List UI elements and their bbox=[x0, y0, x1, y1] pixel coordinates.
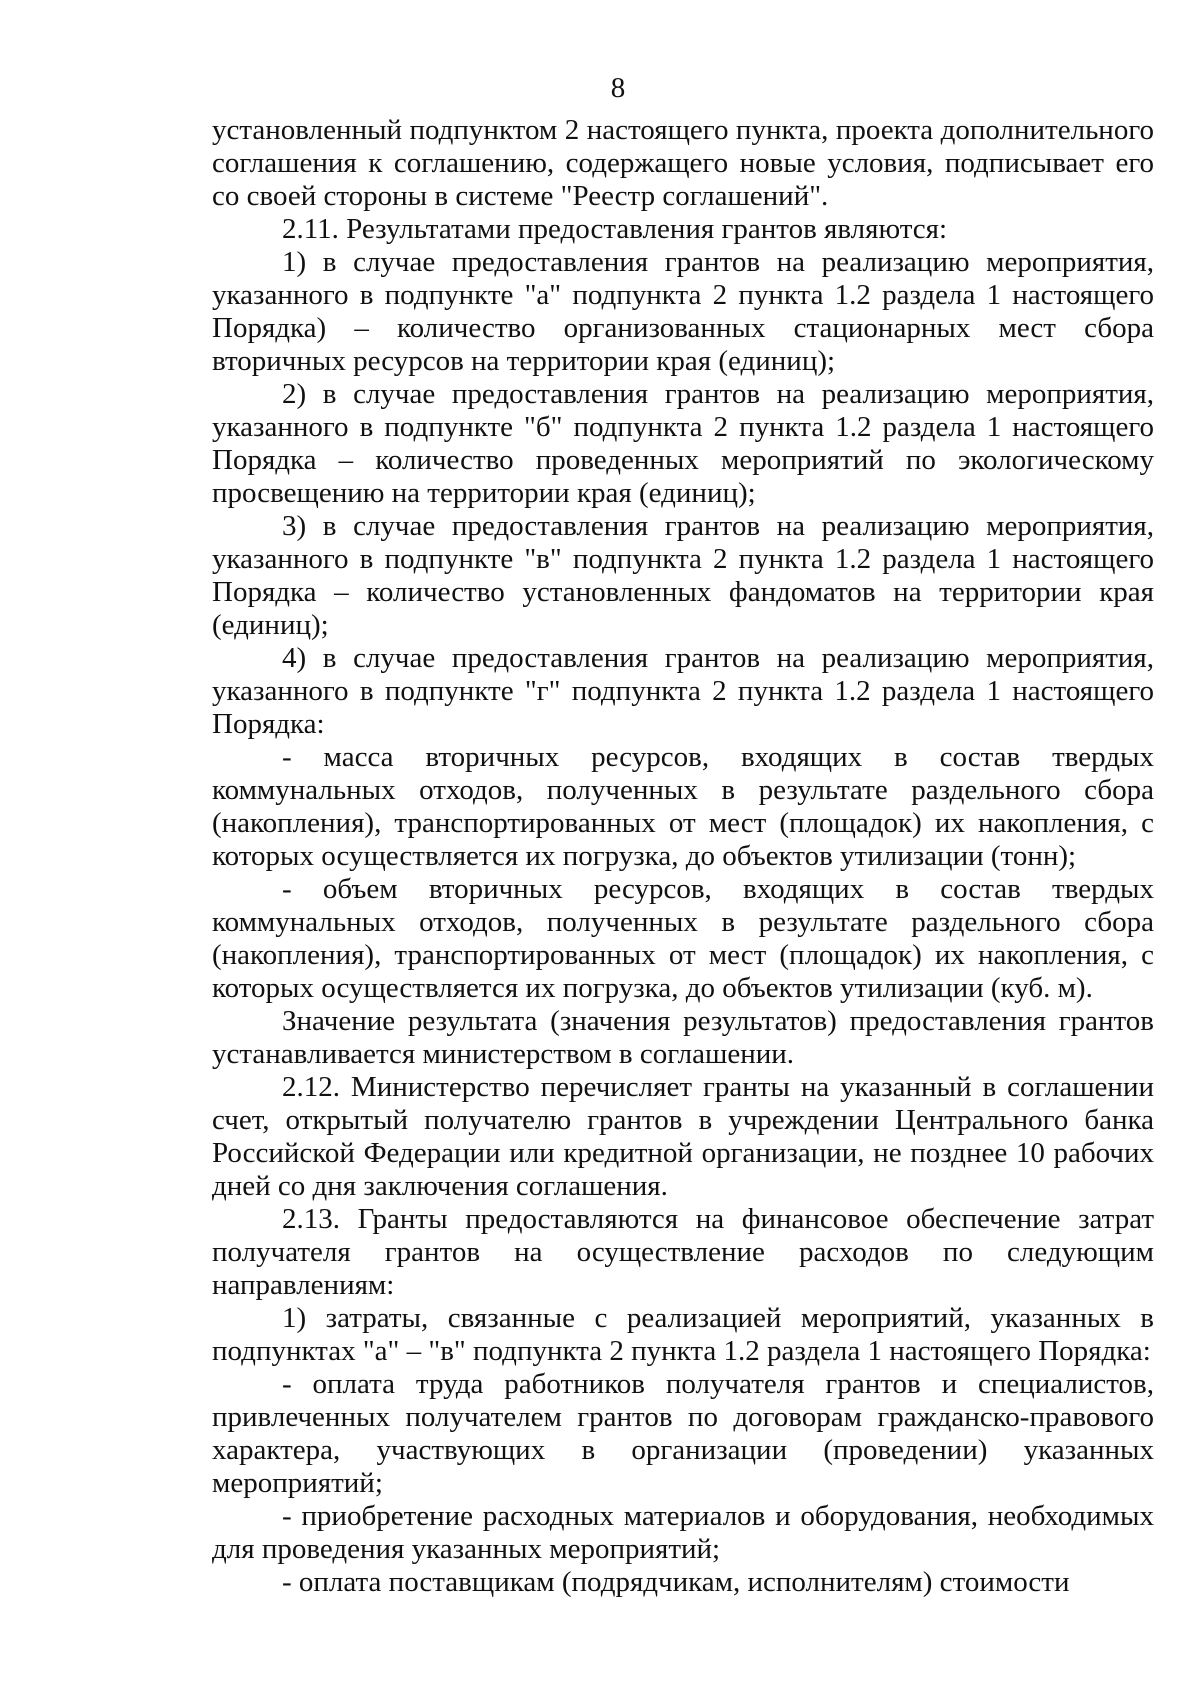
bullet-item-mass: - масса вторичных ресурсов, входящих в состав твердых коммунальных отходов, полученных в результате раздельного сбора (накопления), транспортированных от мест (площадок) их накопления, с которых осуществляется их погрузка, до объектов утилизации (тонн); bbox=[212, 741, 1154, 872]
bullet-item-suppliers: - оплата поставщикам (подрядчикам, исполнителям) стоимости bbox=[282, 1566, 1070, 1598]
list-item-costs-1: 1) затраты, связанные с реализацией мероприятий, указанных в подпунктах "а" – "в" подпункта 2 пункта 1.2 раздела 1 настоящего Порядка: bbox=[212, 1302, 1154, 1367]
paragraph-section-2-13: 2.13. Гранты предоставляются на финансовое обеспечение затрат получателя грантов на осуществление расходов по следующим направлениям: bbox=[212, 1203, 1154, 1301]
paragraph-section-2-12: 2.12. Министерство перечисляет гранты на указанный в соглашении счет, открытый получателю грантов в учреждении Центрального банка Российской Федерации или кредитной организации, не позднее 10 рабочих дней со дня заключения соглашения. bbox=[212, 1071, 1154, 1202]
bullet-item-volume: - объем вторичных ресурсов, входящих в состав твердых коммунальных отходов, полученных в результате раздельного сбора (накопления), транспортированных от мест (площадок) их накопления, с которых осуществляется их погрузка, до объектов утилизации (куб. м). bbox=[212, 873, 1154, 1004]
list-item-result-3: 3) в случае предоставления грантов на реализацию мероприятия, указанного в подпункте "в" подпункта 2 пункта 1.2 раздела 1 настоящего Порядка – количество установленных фандоматов на территории края (единиц); bbox=[212, 510, 1154, 641]
bullet-item-labor: - оплата труда работников получателя грантов и специалистов, привлеченных получателем грантов по договорам гражданско-правового характера, участвующих в организации (проведении) указанных мероприятий; bbox=[212, 1368, 1154, 1499]
list-item-result-1: 1) в случае предоставления грантов на реализацию мероприятия, указанного в подпункте "а" подпункта 2 пункта 1.2 раздела 1 настоящего Порядка) – количество организованных стационарных мест сбора вторичных ресурсов на территории края (единиц); bbox=[212, 246, 1154, 377]
page-number: 8 bbox=[610, 72, 626, 104]
list-item-result-2: 2) в случае предоставления грантов на реализацию мероприятия, указанного в подпункте "б" подпункта 2 пункта 1.2 раздела 1 настоящего Порядка – количество проведенных мероприятий по экологическому просвещению на территории края (единиц); bbox=[212, 378, 1154, 509]
paragraph-result-value: Значение результата (значения результатов) предоставления грантов устанавливается министерством в соглашении. bbox=[212, 1005, 1154, 1070]
document-body bbox=[212, 114, 1154, 1599]
paragraph-continuation: установленный подпунктом 2 настоящего пункта, проекта дополнительного соглашения к соглашению, содержащего новые условия, подписывает его со своей стороны в системе "Реестр соглашений". bbox=[212, 114, 1154, 212]
list-item-result-4: 4) в случае предоставления грантов на реализацию мероприятия, указанного в подпункте "г" подпункта 2 пункта 1.2 раздела 1 настоящего Порядка: bbox=[212, 642, 1154, 740]
paragraph-section-2-11: 2.11. Результатами предоставления грантов являются: bbox=[282, 213, 948, 245]
bullet-item-materials: - приобретение расходных материалов и оборудования, необходимых для проведения указанных мероприятий; bbox=[212, 1500, 1154, 1565]
